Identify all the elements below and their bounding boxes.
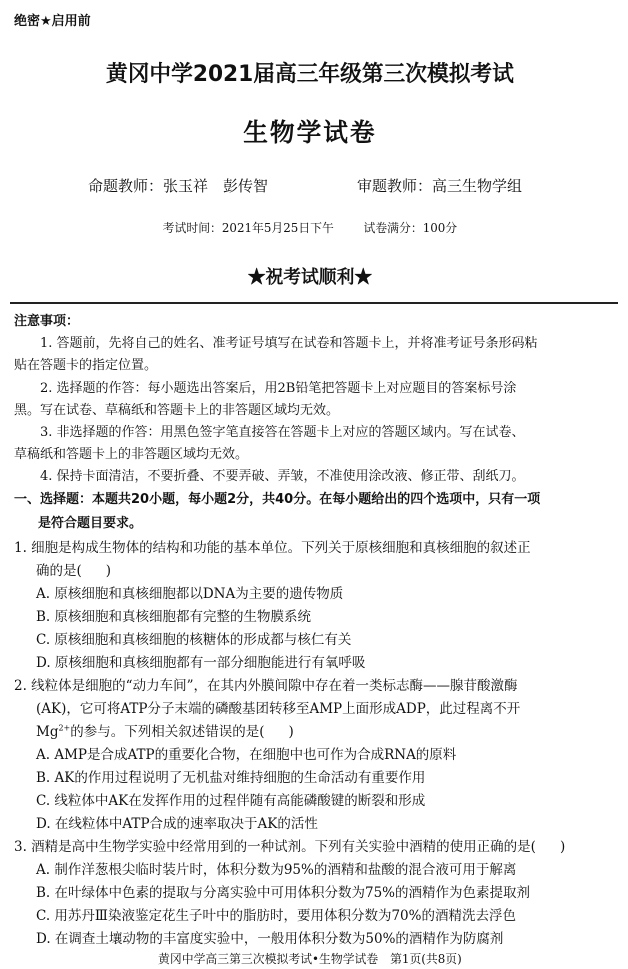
q2-option-b: B. AK的作用过程说明了无机盐对维持细胞的生命活动有重要作用 xyxy=(36,770,426,786)
q2-option-d: D. 在线粒体中ATP合成的速率取决于AK的活性 xyxy=(36,816,318,832)
q1-option-d: D. 原核细胞和真核细胞都有一部分细胞能进行有氧呼吸 xyxy=(36,655,366,671)
author-teachers: 命题教师：张玉祥 彭传智 xyxy=(88,177,269,195)
good-luck-banner: ★祝考试顺利★ xyxy=(247,267,373,288)
q3-stem-text: 3. 酒精是高中生物学实验中经常用到的一种试剂。下列有关实验中酒精的使用正确的是( xyxy=(14,839,536,855)
q1-option-c: C. 原核细胞和真核细胞的核糖体的形成都与核仁有关 xyxy=(36,632,352,648)
q3-option-c: C. 用苏丹Ⅲ染液鉴定花生子叶中的脂肪时，要用体积分数为70%的酒精洗去浮色 xyxy=(36,908,516,924)
q2-mg-charge: 2+ xyxy=(58,723,71,733)
q2-stem: 2. 线粒体是细胞的“动力车间”，在其内外膜间隙中存在着一类标志酶——腺苷酸激酶 xyxy=(14,678,518,694)
q2-option-a: A. AMP是合成ATP的重要化合物，在细胞中也可作为合成RNA的原料 xyxy=(36,747,457,763)
q2-stem-text: 的参与。下列相关叙述错误的是( xyxy=(70,724,265,740)
q3-option-d: D. 在调查土壤动物的丰富度实验中，一般用体积分数为50%的酒精作为防腐剂 xyxy=(36,931,504,947)
full-score: 试卷满分：100分 xyxy=(363,221,458,235)
q2-stem-cont: (AK)，它可将ATP分子末端的磷酸基团转移至AMP上面形成ADP，此过程离不开 xyxy=(36,701,521,717)
q1-option-b: B. 原核细胞和真核细胞都有完整的生物膜系统 xyxy=(36,609,312,625)
reviewer-teachers: 审题教师：高三生物学组 xyxy=(357,177,523,195)
q3-stem-paren: ) xyxy=(559,839,566,855)
q1-option-a: A. 原核细胞和真核细胞都以DNA为主要的遗传物质 xyxy=(36,586,344,602)
q2-mg: Mg xyxy=(36,724,59,740)
notice-line: 草稿纸和答题卡上的非答题区域均无效。 xyxy=(14,447,249,462)
section-heading-cont: 是符合题目要求。 xyxy=(38,516,143,531)
header-divider xyxy=(10,302,618,304)
section-heading: 一、选择题：本题共20小题，每小题2分，共40分。在每小题给出的四个选项中，只有一项 xyxy=(14,492,541,507)
q1-stem-cont xyxy=(36,559,111,579)
notice-line: 3. 非选择题的作答：用黑色签字笔直接答在答题卡上对应的答题区域内。写在试卷、 xyxy=(40,425,525,440)
q1-stem: 1. 细胞是构成生物体的结构和功能的基本单位。下列关于原核细胞和真核细胞的叙述正 xyxy=(14,540,531,556)
q3-option-b: B. 在叶绿体中色素的提取与分离实验中可用体积分数为75%的酒精作为色素提取剂 xyxy=(36,885,531,901)
q2-stem-cont2 xyxy=(36,720,294,740)
exam-title: 黄冈中学2021届高三年级第三次模拟考试 xyxy=(105,62,514,87)
q3-stem xyxy=(14,835,565,855)
notice-line: 贴在答题卡的指定位置。 xyxy=(14,358,158,373)
q1-stem-text: 确的是( xyxy=(36,563,82,579)
notice-title: 注意事项： xyxy=(14,314,80,329)
q2-stem-paren: ) xyxy=(288,724,294,740)
notice-line: 4. 保持卡面清洁，不要折叠、不要弄破、弄皱，不准使用涂改液、修正带、刮纸刀。 xyxy=(40,469,525,484)
paper-subtitle: 生物学试卷 xyxy=(243,118,377,147)
page-footer: 黄冈中学高三第三次模拟考试•生物学试卷 第1页(共8页) xyxy=(158,952,462,966)
confidential-label: 绝密★启用前 xyxy=(14,14,91,29)
exam-time: 考试时间：2021年5月25日下午 xyxy=(162,221,334,235)
notice-line: 2. 选择题的作答：每小题选出答案后，用2B铅笔把答题卡上对应题目的答案标号涂 xyxy=(40,381,517,396)
notice-line: 黑。写在试卷、草稿纸和答题卡上的非答题区域均无效。 xyxy=(14,403,340,418)
notice-line: 1. 答题前，先将自己的姓名、准考证号填写在试卷和答题卡上，并将准考证号条形码粘 xyxy=(40,336,538,351)
q1-stem-paren: ) xyxy=(105,563,112,579)
q2-option-c: C. 线粒体中AK在发挥作用的过程伴随有高能磷酸键的断裂和形成 xyxy=(36,793,426,809)
exam-info xyxy=(0,219,620,236)
q3-option-a: A. 制作洋葱根尖临时装片时，体积分数为95%的酒精和盐酸的混合液可用于解离 xyxy=(36,862,517,878)
